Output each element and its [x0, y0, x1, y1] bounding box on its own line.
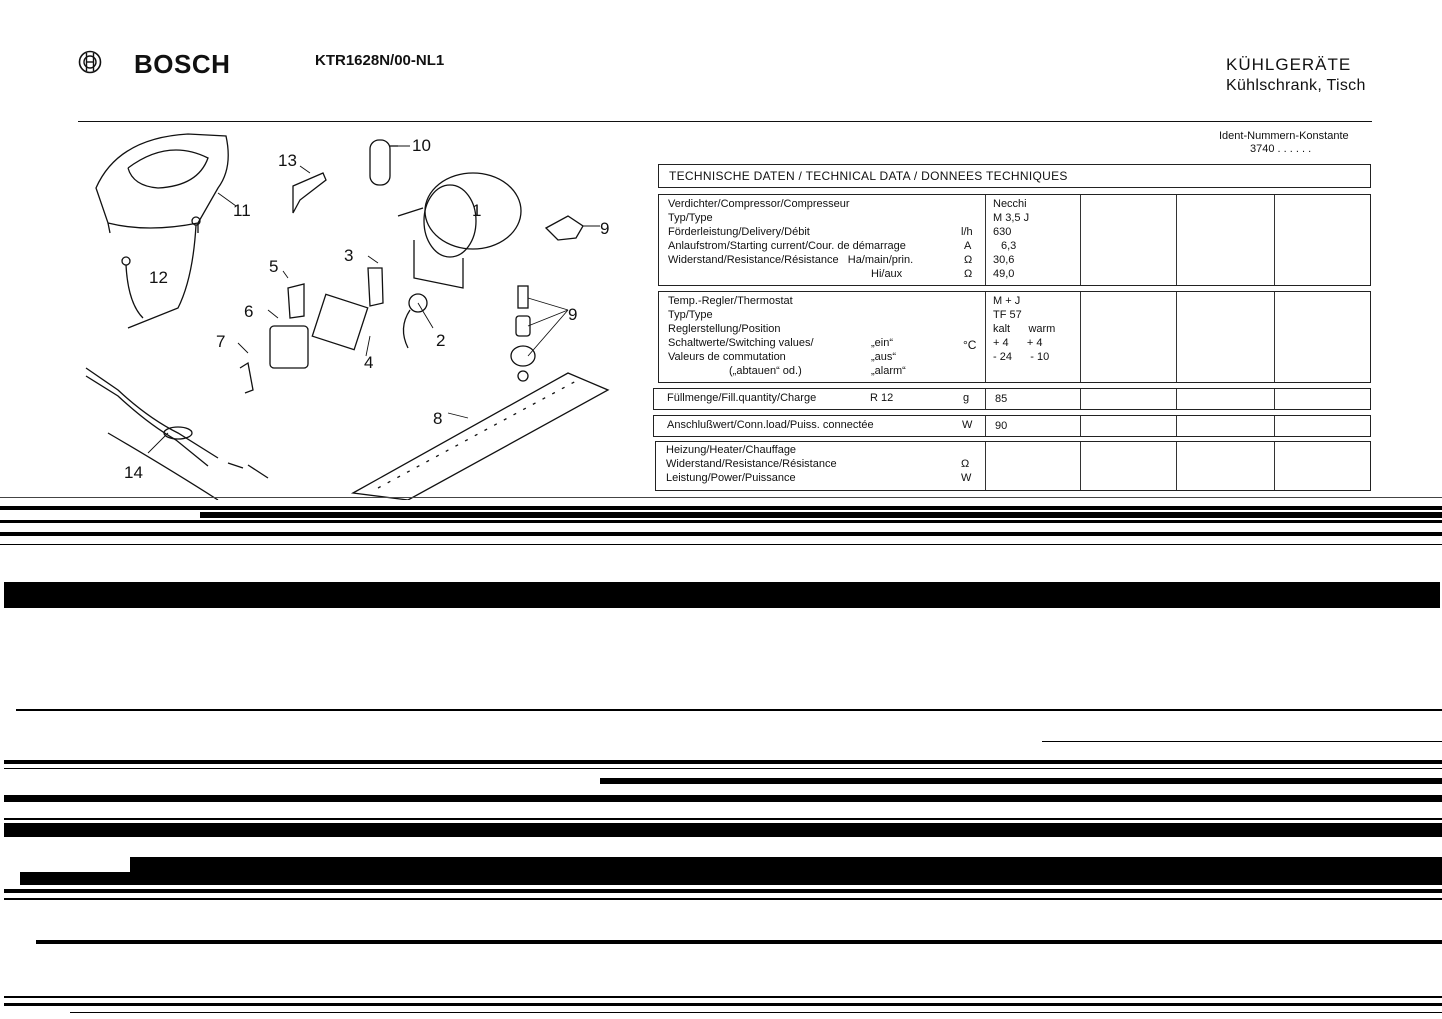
heater-resistance-unit: Ω: [961, 458, 970, 470]
thermostat-type-label: Typ/Type: [668, 309, 713, 321]
callout-2: 2: [436, 331, 446, 350]
callout-13: 13: [278, 151, 297, 170]
tech-data-title: TECHNISCHE DATEN / TECHNICAL DATA / DONNEES TECHNIQUES: [669, 169, 1068, 183]
charge-label: Füllmenge/Fill.quantity/Charge: [667, 392, 817, 404]
resistance-aux-label: Hi/aux: [871, 268, 903, 280]
part-9-mounting-set: [511, 286, 535, 381]
refrigerant-type: R 12: [870, 392, 894, 404]
delivery-value: 630: [993, 226, 1012, 238]
part-14-harness: [86, 368, 268, 500]
heater-table: [655, 441, 1371, 491]
compressor-type-label: Typ/Type: [668, 212, 713, 224]
charge-table: [653, 388, 1371, 410]
callout-7: 7: [216, 332, 226, 351]
delivery-label: Förderleistung/Delivery/Débit: [668, 226, 810, 238]
ident-label: Ident-Nummern-Konstante: [1219, 130, 1349, 142]
brand-name: BOSCH: [134, 49, 231, 79]
commutation-label: Valeurs de commutation: [668, 351, 786, 363]
resistance-main-value: 30,6: [993, 254, 1015, 266]
resistance-main-label: Widerstand/Resistance/Résistance Ha/main/prin.: [668, 254, 914, 266]
part-13-bracket: [293, 173, 326, 213]
part-2-overload: [403, 294, 427, 348]
off-label: „aus“: [871, 351, 897, 363]
part-4-relay: [312, 294, 367, 349]
connected-load-table: [653, 415, 1371, 437]
position-label: Reglerstellung/Position: [668, 323, 781, 335]
heater-label: Heizung/Heater/Chauffage: [666, 444, 797, 456]
part-9-grommet: [546, 216, 583, 240]
callout-11: 11: [233, 201, 251, 220]
callout-9a: 9: [600, 219, 610, 238]
thermostat-value: M + J: [993, 295, 1021, 307]
compressor-table: [658, 194, 1371, 286]
callout-10: 10: [412, 136, 431, 155]
switching-values-label: Schaltwerte/Switching values/: [668, 337, 814, 349]
connected-load-value: 90: [995, 420, 1008, 432]
callout-8: 8: [433, 409, 443, 428]
thermostat-label: Temp.-Regler/Thermostat: [668, 295, 793, 307]
celsius-unit: °C: [963, 338, 977, 352]
resistance-aux-unit: Ω: [964, 268, 973, 280]
callout-6: 6: [244, 302, 254, 321]
part-10-capacitor: [370, 140, 398, 185]
resistance-aux-value: 49,0: [993, 268, 1015, 280]
starting-current-label: Anlaufstrom/Starting current/Cour. de démarrage: [668, 240, 906, 252]
model-number: KTR1628N/00-NL1: [315, 52, 445, 69]
callout-1: 1: [472, 201, 482, 220]
callout-9b: 9: [568, 305, 578, 324]
subcategory-title: Kühlschrank, Tisch: [1226, 77, 1366, 94]
callout-12: 12: [149, 268, 168, 287]
callout-14: 14: [124, 463, 143, 482]
heater-power-label: Leistung/Power/Puissance: [666, 472, 796, 484]
alarm-label: „alarm“: [871, 365, 906, 377]
heater-power-unit: W: [961, 472, 972, 484]
ident-value: 3740 . . . . . .: [1250, 143, 1312, 155]
part-11-housing: [96, 134, 228, 233]
resistance-main-unit: Ω: [964, 254, 973, 266]
thermostat-table: [658, 291, 1371, 383]
starting-current-value: 6,3: [1001, 240, 1017, 252]
defrost-label: („abtauen“ od.): [729, 365, 802, 377]
on-label: „ein“: [871, 337, 894, 349]
callout-3: 3: [344, 246, 354, 265]
heater-resistance-label: Widerstand/Resistance/Résistance: [666, 458, 837, 470]
off-values: - 24 - 10: [993, 351, 1050, 363]
position-values: kalt warm: [993, 323, 1056, 335]
compressor-label: Verdichter/Compressor/Compresseur: [668, 198, 850, 210]
connected-load-unit: W: [962, 419, 973, 431]
part-6-cover: [270, 326, 308, 368]
tech-data-title-box: [658, 164, 1371, 188]
header-divider: [78, 121, 1372, 122]
thermostat-type-value: TF 57: [993, 309, 1022, 321]
compressor-type-value: M 3,5 J: [993, 212, 1030, 224]
starting-current-unit: A: [964, 240, 972, 252]
callout-4: 4: [364, 353, 374, 372]
on-values: + 4 + 4: [993, 337, 1043, 349]
part-3-sensor: [368, 268, 383, 306]
part-1-compressor: [398, 173, 521, 288]
category-title: KÜHLGERÄTE: [1226, 55, 1352, 74]
part-5-bracket: [288, 284, 304, 318]
callout-5: 5: [269, 257, 279, 276]
delivery-unit: l/h: [961, 226, 973, 238]
part-8-rail: [353, 373, 608, 500]
charge-unit: g: [963, 392, 970, 404]
parts-diagram: [78, 128, 638, 500]
charge-value: 85: [995, 393, 1008, 405]
compressor-value: Necchi: [993, 198, 1027, 210]
part-7-clip: [240, 363, 253, 393]
connected-load-label: Anschlußwert/Conn.load/Puiss. connectée: [667, 419, 874, 431]
bosch-armature-logo: [78, 50, 102, 74]
